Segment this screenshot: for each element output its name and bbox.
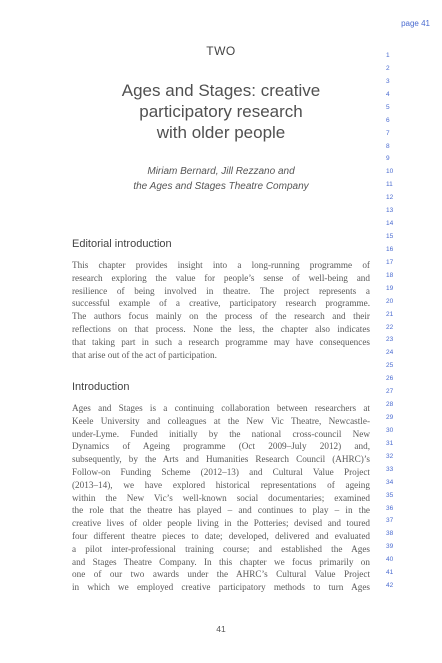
line-number: 41 [386,569,394,577]
text-line: within the New Vic’s well-known social documentaries; examined [72,492,370,503]
text-line: a pilot inter-professional training course; and established the Ages [72,543,370,554]
text-line: (2013–14), we have explored historical representations of ageing [72,479,370,490]
line-number: 32 [386,452,394,460]
page-tag: page 41 [401,19,430,28]
chapter-title-line: Ages and Stages: creative [121,81,321,100]
text-line: reflections on that process. None the less, the chapter also indicates [72,323,370,334]
text-line: The authors focus mainly on the process of the research and their [72,311,370,322]
text-line: subsequently, by the Arts and Humanities Research Council (AHRC)’s [72,454,370,465]
text-line: Keele University and colleagues at the New Vic Theatre, Newcastle- [72,415,370,426]
line-number: 23 [386,336,394,344]
page-number: 41 [216,624,226,634]
line-number: 11 [386,181,393,189]
line-number: 36 [386,504,394,512]
text-line: Follow-on Funding Scheme (2012–13) and Cultural Value Project [72,466,370,477]
line-number: 29 [386,414,394,422]
line-number: 21 [386,310,394,318]
line-number: 28 [386,401,394,409]
line-number: 7 [386,129,390,137]
editorial-heading: Editorial introduction [72,238,172,250]
line-number: 37 [386,517,394,525]
text-line: under-Lyme. Funded initially by the national cross-council New [72,428,370,439]
line-number: 39 [386,543,394,551]
line-number: 5 [386,103,390,111]
editorial-paragraph [72,259,370,361]
text-line: and Stages Theatre Company. In this chapter we focus primarily on [72,556,370,567]
chapter-title-line: participatory research [139,102,303,121]
line-number: 16 [386,245,394,253]
line-number: 25 [386,362,394,370]
text-line: research exploring the value for people’s sense of well-being and [72,272,370,283]
chapter-authors [72,164,370,194]
line-number: 8 [386,142,390,150]
line-number: 27 [386,388,394,396]
line-number: 40 [386,556,394,564]
text-line: successful example of a creative, participatory research programme. [72,298,370,309]
line-number: 9 [386,155,390,163]
line-number: 10 [386,168,394,176]
text-line: Ages and Stages is a continuing collaboration between researchers at [72,403,370,413]
text-line: Dynamics of Ageing programme (Oct 2009–July 2012) and, [72,441,370,452]
line-number: 31 [386,439,394,447]
line-number: 14 [386,220,394,228]
line-number: 12 [386,194,394,202]
line-number: 22 [386,323,394,331]
line-number: 34 [386,478,394,486]
chapter-title-line: with older people [156,123,286,142]
line-number: 20 [386,297,394,305]
text-line: that arise out of the act of participation. [72,349,217,360]
introduction-heading: Introduction [72,381,130,393]
text-line: creative lives of older people living in the Potteries; devised and toured [72,518,370,529]
line-number: 38 [386,530,394,538]
line-number: 17 [386,258,394,266]
line-number: 35 [386,491,394,499]
text-line: resilience of being involved in theatre. The project represents a [72,285,370,296]
author-line: the Ages and Stages Theatre Company [133,181,309,192]
line-number: 2 [386,64,390,72]
text-line: one of our two awards under the AHRC’s Cultural Value Project [72,569,370,580]
line-number: 19 [386,284,394,292]
text-line: in which we employed creative participatory methods to turn Ages [72,582,370,593]
line-number: 13 [386,207,394,215]
line-number: 18 [386,271,394,279]
author-line: Miriam Bernard, Jill Rezzano and [147,166,295,177]
text-line: four different theatre pieces to date; developed, delivered and evaluated [72,530,370,541]
introduction-paragraph [72,402,370,594]
chapter-title [72,80,370,143]
line-number: 6 [386,116,390,124]
line-number: 33 [386,465,394,473]
line-number: 30 [386,426,394,434]
text-line: that taking part in such a research programme may have consequences [72,336,370,347]
line-number: 3 [386,77,390,85]
line-number: 42 [386,582,394,590]
text-line: the role that the theatre has played – and continues to play – in the [72,505,370,516]
line-number: 4 [386,90,390,98]
line-number: 15 [386,233,394,241]
text-line: This chapter provides insight into a long-running programme of [72,260,370,270]
line-number: 26 [386,375,394,383]
chapter-number: TWO [206,44,236,58]
line-number: 24 [386,349,394,357]
line-number: 1 [386,52,390,59]
